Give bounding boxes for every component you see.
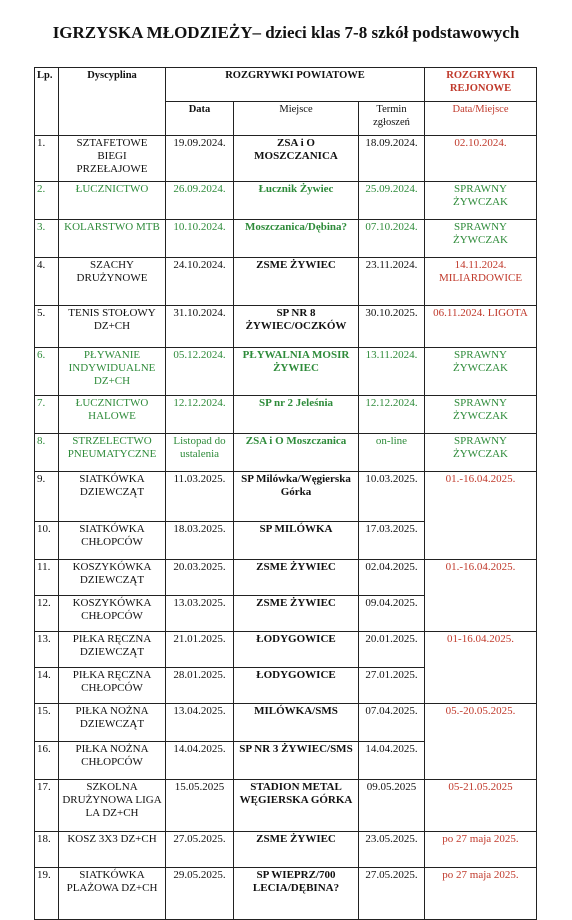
row-number: 9. bbox=[35, 472, 59, 522]
deadline-cell: 25.09.2024. bbox=[359, 182, 425, 220]
discipline-cell: PIŁKA NOŻNA CHŁOPCÓW bbox=[59, 742, 166, 780]
regional-cell: SPRAWNY ŻYWCZAK bbox=[425, 434, 537, 472]
deadline-cell: 09.05.2025 bbox=[359, 780, 425, 832]
discipline-cell: ŁUCZNICTWO bbox=[59, 182, 166, 220]
table-row bbox=[35, 306, 537, 348]
date-cell: 10.10.2024. bbox=[166, 220, 234, 258]
place-cell: PŁYWALNIA MOSIR ŻYWIEC bbox=[234, 348, 359, 396]
regional-cell: 05-21.05.2025 bbox=[425, 780, 537, 832]
row-number: 13. bbox=[35, 632, 59, 668]
place-cell: ZSME ŻYWIEC bbox=[234, 832, 359, 868]
table-row bbox=[35, 868, 537, 920]
row-number: 8. bbox=[35, 434, 59, 472]
table-row bbox=[35, 348, 537, 396]
place-cell: STADION METAL WĘGIERSKA GÓRKA bbox=[234, 780, 359, 832]
header-district: ROZGRYWKI POWIATOWE bbox=[166, 68, 425, 102]
row-number: 19. bbox=[35, 868, 59, 920]
row-number: 14. bbox=[35, 668, 59, 704]
regional-cell: SPRAWNY ŻYWCZAK bbox=[425, 220, 537, 258]
schedule-body bbox=[35, 136, 537, 920]
regional-cell: 14.11.2024. MILIARDOWICE bbox=[425, 258, 537, 306]
row-number: 17. bbox=[35, 780, 59, 832]
discipline-cell: TENIS STOŁOWY DZ+CH bbox=[59, 306, 166, 348]
deadline-cell: 07.04.2025. bbox=[359, 704, 425, 742]
regional-cell: SPRAWNY ŻYWCZAK bbox=[425, 182, 537, 220]
deadline-cell: 12.12.2024. bbox=[359, 396, 425, 434]
deadline-cell: 17.03.2025. bbox=[359, 522, 425, 560]
place-cell: Moszczanica/Dębina? bbox=[234, 220, 359, 258]
date-cell: 28.01.2025. bbox=[166, 668, 234, 704]
discipline-cell: SIATKÓWKA PLAŻOWA DZ+CH bbox=[59, 868, 166, 920]
date-cell: 21.01.2025. bbox=[166, 632, 234, 668]
schedule-table bbox=[34, 67, 537, 920]
header-deadline: Termin zgłoszeń bbox=[359, 102, 425, 136]
deadline-cell: on-line bbox=[359, 434, 425, 472]
discipline-cell: KOSZYKÓWKA DZIEWCZĄT bbox=[59, 560, 166, 596]
place-cell: SP WIEPRZ/700 LECIA/DĘBINA? bbox=[234, 868, 359, 920]
table-row bbox=[35, 182, 537, 220]
row-number: 2. bbox=[35, 182, 59, 220]
discipline-cell: SIATKÓWKA CHŁOPCÓW bbox=[59, 522, 166, 560]
date-cell: 29.05.2025. bbox=[166, 868, 234, 920]
deadline-cell: 23.11.2024. bbox=[359, 258, 425, 306]
date-cell: 05.12.2024. bbox=[166, 348, 234, 396]
date-cell: 31.10.2024. bbox=[166, 306, 234, 348]
discipline-cell: KOSZ 3X3 DZ+CH bbox=[59, 832, 166, 868]
deadline-cell: 10.03.2025. bbox=[359, 472, 425, 522]
discipline-cell: PIŁKA RĘCZNA DZIEWCZĄT bbox=[59, 632, 166, 668]
row-number: 3. bbox=[35, 220, 59, 258]
regional-cell: SPRAWNY ŻYWCZAK bbox=[425, 348, 537, 396]
place-cell: ZSA i O Moszczanica bbox=[234, 434, 359, 472]
date-cell: 24.10.2024. bbox=[166, 258, 234, 306]
table-row bbox=[35, 832, 537, 868]
discipline-cell: SIATKÓWKA DZIEWCZĄT bbox=[59, 472, 166, 522]
deadline-cell: 27.05.2025. bbox=[359, 868, 425, 920]
deadline-cell: 07.10.2024. bbox=[359, 220, 425, 258]
place-cell: ŁODYGOWICE bbox=[234, 668, 359, 704]
date-cell: 19.09.2024. bbox=[166, 136, 234, 182]
discipline-cell: ŁUCZNICTWO HALOWE bbox=[59, 396, 166, 434]
discipline-cell: SZACHY DRUŻYNOWE bbox=[59, 258, 166, 306]
discipline-cell: KOLARSTWO MTB bbox=[59, 220, 166, 258]
discipline-cell: KOSZYKÓWKA CHŁOPCÓW bbox=[59, 596, 166, 632]
header-lp: Lp. bbox=[35, 68, 59, 136]
deadline-cell: 18.09.2024. bbox=[359, 136, 425, 182]
deadline-cell: 14.04.2025. bbox=[359, 742, 425, 780]
regional-cell: 01.-16.04.2025. bbox=[425, 472, 537, 560]
date-cell: 20.03.2025. bbox=[166, 560, 234, 596]
date-cell: 12.12.2024. bbox=[166, 396, 234, 434]
regional-cell: 05.-20.05.2025. bbox=[425, 704, 537, 780]
place-cell: SP Milówka/Węgierska Górka bbox=[234, 472, 359, 522]
row-number: 15. bbox=[35, 704, 59, 742]
row-number: 4. bbox=[35, 258, 59, 306]
document-title: IGRZYSKA MŁODZIEŻY– dzieci klas 7-8 szkół podstawowych bbox=[52, 23, 520, 42]
header-regional-sub: Data/Miejsce bbox=[425, 102, 537, 136]
date-cell: 13.04.2025. bbox=[166, 704, 234, 742]
header-date: Data bbox=[166, 102, 234, 136]
row-number: 16. bbox=[35, 742, 59, 780]
date-cell: 11.03.2025. bbox=[166, 472, 234, 522]
place-cell: SP NR 8 ŻYWIEC/OCZKÓW bbox=[234, 306, 359, 348]
regional-cell: 01.-16.04.2025. bbox=[425, 560, 537, 632]
place-cell: MILÓWKA/SMS bbox=[234, 704, 359, 742]
place-cell: ZSME ŻYWIEC bbox=[234, 596, 359, 632]
date-cell: 14.04.2025. bbox=[166, 742, 234, 780]
regional-cell: 02.10.2024. bbox=[425, 136, 537, 182]
table-row bbox=[35, 632, 537, 668]
table-row bbox=[35, 434, 537, 472]
header-place: Miejsce bbox=[234, 102, 359, 136]
row-number: 18. bbox=[35, 832, 59, 868]
row-number: 1. bbox=[35, 136, 59, 182]
deadline-cell: 27.01.2025. bbox=[359, 668, 425, 704]
deadline-cell: 13.11.2024. bbox=[359, 348, 425, 396]
table-row bbox=[35, 560, 537, 596]
deadline-cell: 20.01.2025. bbox=[359, 632, 425, 668]
discipline-cell: PIŁKA NOŻNA DZIEWCZĄT bbox=[59, 704, 166, 742]
date-cell: 15.05.2025 bbox=[166, 780, 234, 832]
place-cell: SP nr 2 Jeleśnia bbox=[234, 396, 359, 434]
header-regional: ROZGRYWKI REJONOWE bbox=[425, 68, 537, 102]
row-number: 12. bbox=[35, 596, 59, 632]
place-cell: ZSME ŻYWIEC bbox=[234, 258, 359, 306]
place-cell: ZSA i O MOSZCZANICA bbox=[234, 136, 359, 182]
header-row-main bbox=[35, 68, 537, 102]
discipline-cell: PŁYWANIE INDYWIDUALNE DZ+CH bbox=[59, 348, 166, 396]
table-row bbox=[35, 780, 537, 832]
discipline-cell: PIŁKA RĘCZNA CHŁOPCÓW bbox=[59, 668, 166, 704]
place-cell: SP NR 3 ŻYWIEC/SMS bbox=[234, 742, 359, 780]
date-cell: 27.05.2025. bbox=[166, 832, 234, 868]
place-cell: Łucznik Żywiec bbox=[234, 182, 359, 220]
row-number: 11. bbox=[35, 560, 59, 596]
regional-cell: 01-16.04.2025. bbox=[425, 632, 537, 704]
deadline-cell: 09.04.2025. bbox=[359, 596, 425, 632]
place-cell: ZSME ŻYWIEC bbox=[234, 560, 359, 596]
deadline-cell: 23.05.2025. bbox=[359, 832, 425, 868]
regional-cell: SPRAWNY ŻYWCZAK bbox=[425, 396, 537, 434]
table-row bbox=[35, 704, 537, 742]
table-row bbox=[35, 472, 537, 522]
regional-cell: po 27 maja 2025. bbox=[425, 832, 537, 868]
deadline-cell: 30.10.2025. bbox=[359, 306, 425, 348]
date-cell: 26.09.2024. bbox=[166, 182, 234, 220]
discipline-cell: SZKOLNA DRUŻYNOWA LIGA LA DZ+CH bbox=[59, 780, 166, 832]
date-cell: 13.03.2025. bbox=[166, 596, 234, 632]
row-number: 6. bbox=[35, 348, 59, 396]
deadline-cell: 02.04.2025. bbox=[359, 560, 425, 596]
table-row bbox=[35, 258, 537, 306]
table-row bbox=[35, 136, 537, 182]
date-cell: Listopad do ustalenia bbox=[166, 434, 234, 472]
regional-cell: 06.11.2024. LIGOTA bbox=[425, 306, 537, 348]
row-number: 5. bbox=[35, 306, 59, 348]
discipline-cell: SZTAFETOWE BIEGI PRZEŁAJOWE bbox=[59, 136, 166, 182]
discipline-cell: STRZELECTWO PNEUMATYCZNE bbox=[59, 434, 166, 472]
row-number: 10. bbox=[35, 522, 59, 560]
row-number: 7. bbox=[35, 396, 59, 434]
date-cell: 18.03.2025. bbox=[166, 522, 234, 560]
table-row bbox=[35, 396, 537, 434]
header-discipline: Dyscyplina bbox=[59, 68, 166, 136]
place-cell: ŁODYGOWICE bbox=[234, 632, 359, 668]
table-row bbox=[35, 220, 537, 258]
regional-cell: po 27 maja 2025. bbox=[425, 868, 537, 920]
place-cell: SP MILÓWKA bbox=[234, 522, 359, 560]
